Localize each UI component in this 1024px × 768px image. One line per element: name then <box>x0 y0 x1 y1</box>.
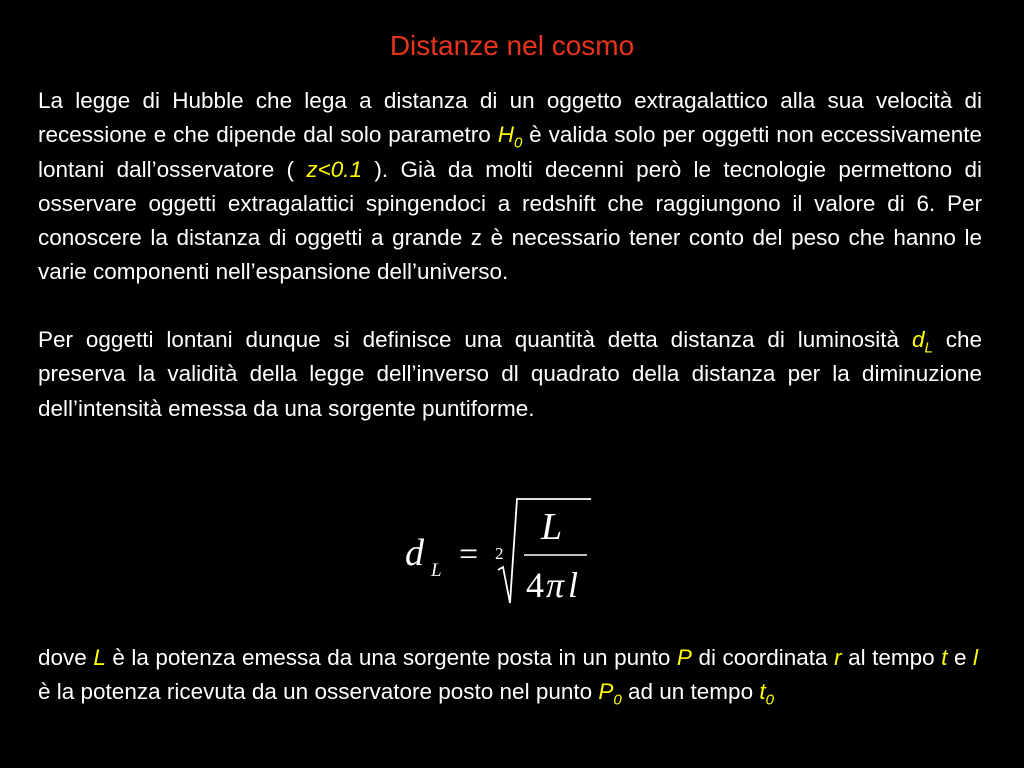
paragraph1-text-3: ). Già da molti decenni però le tecnologie permettono di osservare oggetti extragalattici spingendoci a redshift che raggiungono il valore di 6. Per conoscere la distanza di oggetti a grande z è necessario tener conto del peso che hanno le varie componenti nell’espansione dell’universo. <box>38 156 982 285</box>
paragraph-definitions <box>38 641 978 710</box>
redshift-condition: z<0.1 <box>306 156 363 182</box>
symbol-l: l <box>973 645 978 670</box>
symbol-P0-letter: P <box>598 679 614 705</box>
formula-equals: = <box>459 536 479 573</box>
paragraph3-text-7: ad un tempo <box>621 679 760 705</box>
symbol-P0-subscript: 0 <box>613 691 622 709</box>
formula-denominator-pi: π <box>546 565 565 605</box>
page-title: Distanze nel cosmo <box>389 30 635 61</box>
paragraph-luminosity-distance <box>38 323 982 426</box>
paragraph3-text-4: al tempo <box>841 645 942 670</box>
hubble-constant-letter: H <box>497 122 514 148</box>
symbol-t0-subscript: 0 <box>765 691 774 709</box>
symbol-L: L <box>93 645 106 670</box>
paragraph-hubble <box>38 84 982 290</box>
luminosity-distance-subscript: L <box>924 339 933 357</box>
formula-lhs-subscript: L <box>431 560 442 581</box>
formula-denominator-number: 4 <box>526 565 544 605</box>
paragraph2-text-2: che preserva la validità della legge dell’inverso dl quadrato della distanza per la diminuzione dell’intensità emessa da una sorgente puntiforme. <box>38 327 982 421</box>
symbol-t0-letter: t <box>759 679 766 705</box>
luminosity-distance-letter: d <box>911 327 925 352</box>
symbol-r: r <box>834 645 842 670</box>
luminosity-distance-symbol <box>911 327 933 357</box>
formula-root-index: 2 <box>495 544 504 563</box>
formula-lhs: d <box>405 532 424 574</box>
symbol-t: t <box>941 645 948 670</box>
paragraph3-text-6: è la potenza ricevuta da un osservatore posto nel punto <box>38 679 599 705</box>
formula-denominator-var: l <box>568 565 579 605</box>
paragraph1-text-2: è valida solo per oggetti non eccessivamente lontani dall’osservatore ( <box>38 122 982 182</box>
symbol-t0 <box>759 679 774 709</box>
luminosity-distance-formula <box>395 490 605 615</box>
paragraph2-text-1: Per oggetti lontani dunque si definisce una quantità detta distanza di luminosità <box>38 327 912 352</box>
paragraph3-text-5: e <box>947 645 973 670</box>
formula-numerator: L <box>541 506 563 548</box>
paragraph3-text-2: è la potenza emessa da una sorgente posta in un punto <box>105 645 677 670</box>
paragraph1-text-1: La legge di Hubble che lega a distanza di un oggetto extragalattico alla sua velocità di recessione e che dipende dal solo parametro <box>38 88 982 148</box>
paragraph3-text-1: dove <box>38 645 94 670</box>
paragraph3-text-3: di coordinata <box>691 645 835 670</box>
symbol-P: P <box>676 645 692 670</box>
hubble-constant-symbol <box>497 122 523 152</box>
hubble-constant-subscript: 0 <box>513 134 523 152</box>
symbol-P0 <box>598 679 622 709</box>
